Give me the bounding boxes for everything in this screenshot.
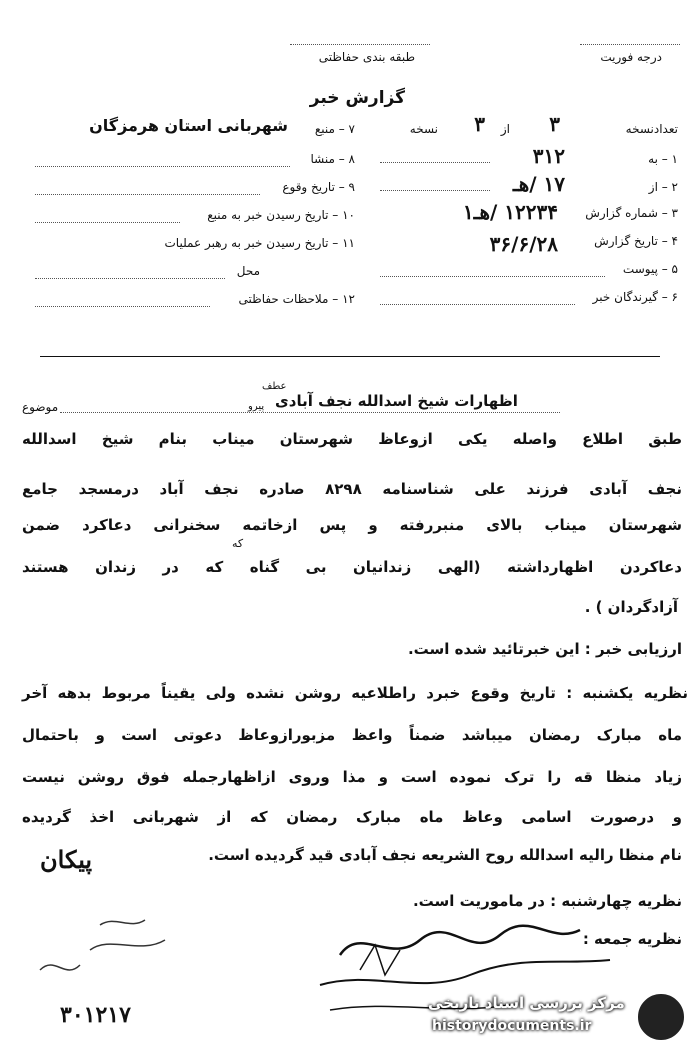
urgency-dotted-line bbox=[580, 44, 680, 45]
body-line-1: طبق اطلاع واصله یکی ازوعاظ شهرستان میناب بنام شیخ اسدالله bbox=[22, 430, 682, 448]
place-label: محل bbox=[236, 264, 260, 278]
source-value: شهربانی استان هرمزگان bbox=[89, 116, 288, 135]
copies-value: ۳ bbox=[549, 112, 560, 136]
opinion-line-2: ماه مبارک رمضان میباشد ضمناً واعظ مزبورازوعاظ دعوتی است و باحتمال bbox=[22, 726, 682, 744]
subject-label: موضوع bbox=[22, 400, 59, 414]
attachment-dotted-line bbox=[380, 276, 605, 277]
opinion-line-4: و درصورت اسامی وعاظ ماه مبارک رمضان که از شهربانی اخذ گردیده bbox=[22, 808, 682, 826]
watermark-title: مرکز بررسی اسناد تاریخی bbox=[428, 994, 625, 1012]
classification-label: طبقه بندی حفاظتی bbox=[318, 50, 415, 64]
from-value: ۱۷ /هـ bbox=[512, 172, 565, 196]
copies-total-value: ۳ bbox=[474, 112, 485, 136]
initials-scribble bbox=[30, 910, 180, 990]
opinion-line-5: نام منظا رالیه اسدالله روح الشریعه نجف آبادی قید گردیده است. bbox=[208, 846, 682, 864]
origin-label: ۸ – منشا bbox=[310, 152, 355, 166]
header-divider bbox=[40, 356, 660, 357]
body-line-2: نجف آبادی فرزند علی شناسنامه ۸۲۹۸ صادره نجف آباد درمسجد جامع bbox=[22, 480, 682, 498]
ops-received-label: ۱۱ – تاریخ رسیدن خبر به رهبر عملیات bbox=[164, 236, 355, 250]
subject-dotted-line bbox=[60, 412, 560, 413]
from-label: ۲ – از bbox=[648, 180, 678, 194]
body-line-3: شهرستان میناب بالای منبررفته و پس ازخاتمه سخنرانی دعاکرد ضمن bbox=[22, 516, 682, 534]
security-notes-label: ۱۲ – ملاحظات حفاظتی bbox=[238, 292, 355, 306]
opinion-2: نظریه چهارشنبه : در ماموریت است. bbox=[412, 892, 682, 910]
report-date-label: ۴ – تاریخ گزارش bbox=[594, 234, 678, 248]
classification-dotted-line bbox=[290, 44, 430, 45]
subject-value: اظهارات شیخ اسدالله نجف آبادی bbox=[275, 392, 518, 410]
body-line-4: دعاکردن اظهارداشته (الهی زندانیان بی گناه که در زندان هستند bbox=[22, 558, 682, 576]
copies-label: تعدادنسخه bbox=[625, 122, 678, 136]
report-number-label: ۳ – شماره گزارش bbox=[585, 206, 678, 220]
source-received-label: ۱۰ – تاریخ رسیدن خبر به منبع bbox=[207, 208, 355, 222]
to-dotted-line bbox=[380, 162, 490, 163]
urgency-label: درجه فوریت bbox=[600, 50, 662, 64]
signature-name: پیکان bbox=[40, 845, 93, 874]
watermark-url: historydocuments.ir bbox=[432, 1018, 592, 1034]
origin-dotted-line bbox=[35, 166, 290, 167]
to-value: ۳۱۲ bbox=[532, 144, 565, 168]
occurrence-dotted-line bbox=[35, 194, 260, 195]
to-label: ۱ – به bbox=[648, 152, 678, 166]
page-title: گزارش خبر bbox=[309, 88, 405, 108]
from-dotted-line bbox=[380, 190, 490, 191]
report-number-value: ۱۲۲۳۴ /هـ۱ bbox=[462, 200, 558, 224]
insertion-mark: که bbox=[232, 537, 244, 550]
subject-subscript: پیرو bbox=[248, 401, 265, 412]
opinion-3: نظریه جمعه : bbox=[582, 930, 682, 948]
source-label: ۷ – منبع bbox=[314, 122, 355, 136]
evaluation-text: ارزیابی خبر : این خبرتائید شده است. bbox=[407, 640, 682, 658]
opinion-line-1: نظریه یکشنبه : تاریخ وقوع خبرد راطلاعیه روشن نشده ولی یقیناً مربوط بدهه آخر bbox=[22, 684, 688, 702]
document-number: ۳۰۱۲۱۷ bbox=[60, 1002, 131, 1028]
occurrence-date-label: ۹ – تاریخ وقوع bbox=[282, 180, 355, 194]
source-received-dotted-line bbox=[35, 222, 180, 223]
opinion-line-3: زیاد منظا قه را ترک نموده است و مذا وروی ازاظهارجمله فوق روشن نیست bbox=[22, 768, 682, 786]
recipients-label: ۶ – گیرندگان خبر bbox=[592, 290, 678, 304]
security-notes-dotted-line bbox=[35, 306, 210, 307]
subject-superscript: عطف bbox=[262, 381, 287, 392]
recipients-dotted-line bbox=[380, 304, 575, 305]
place-dotted-line bbox=[35, 278, 225, 279]
copy-label: نسخه bbox=[409, 122, 438, 136]
copies-of-label: از bbox=[500, 122, 510, 136]
report-date-value: ۳۶/۶/۲۸ bbox=[489, 232, 558, 256]
body-line-5: آزادگردان ) . bbox=[584, 598, 678, 616]
watermark-logo-icon bbox=[636, 992, 686, 1042]
attachment-label: ۵ – پیوست bbox=[622, 262, 678, 276]
